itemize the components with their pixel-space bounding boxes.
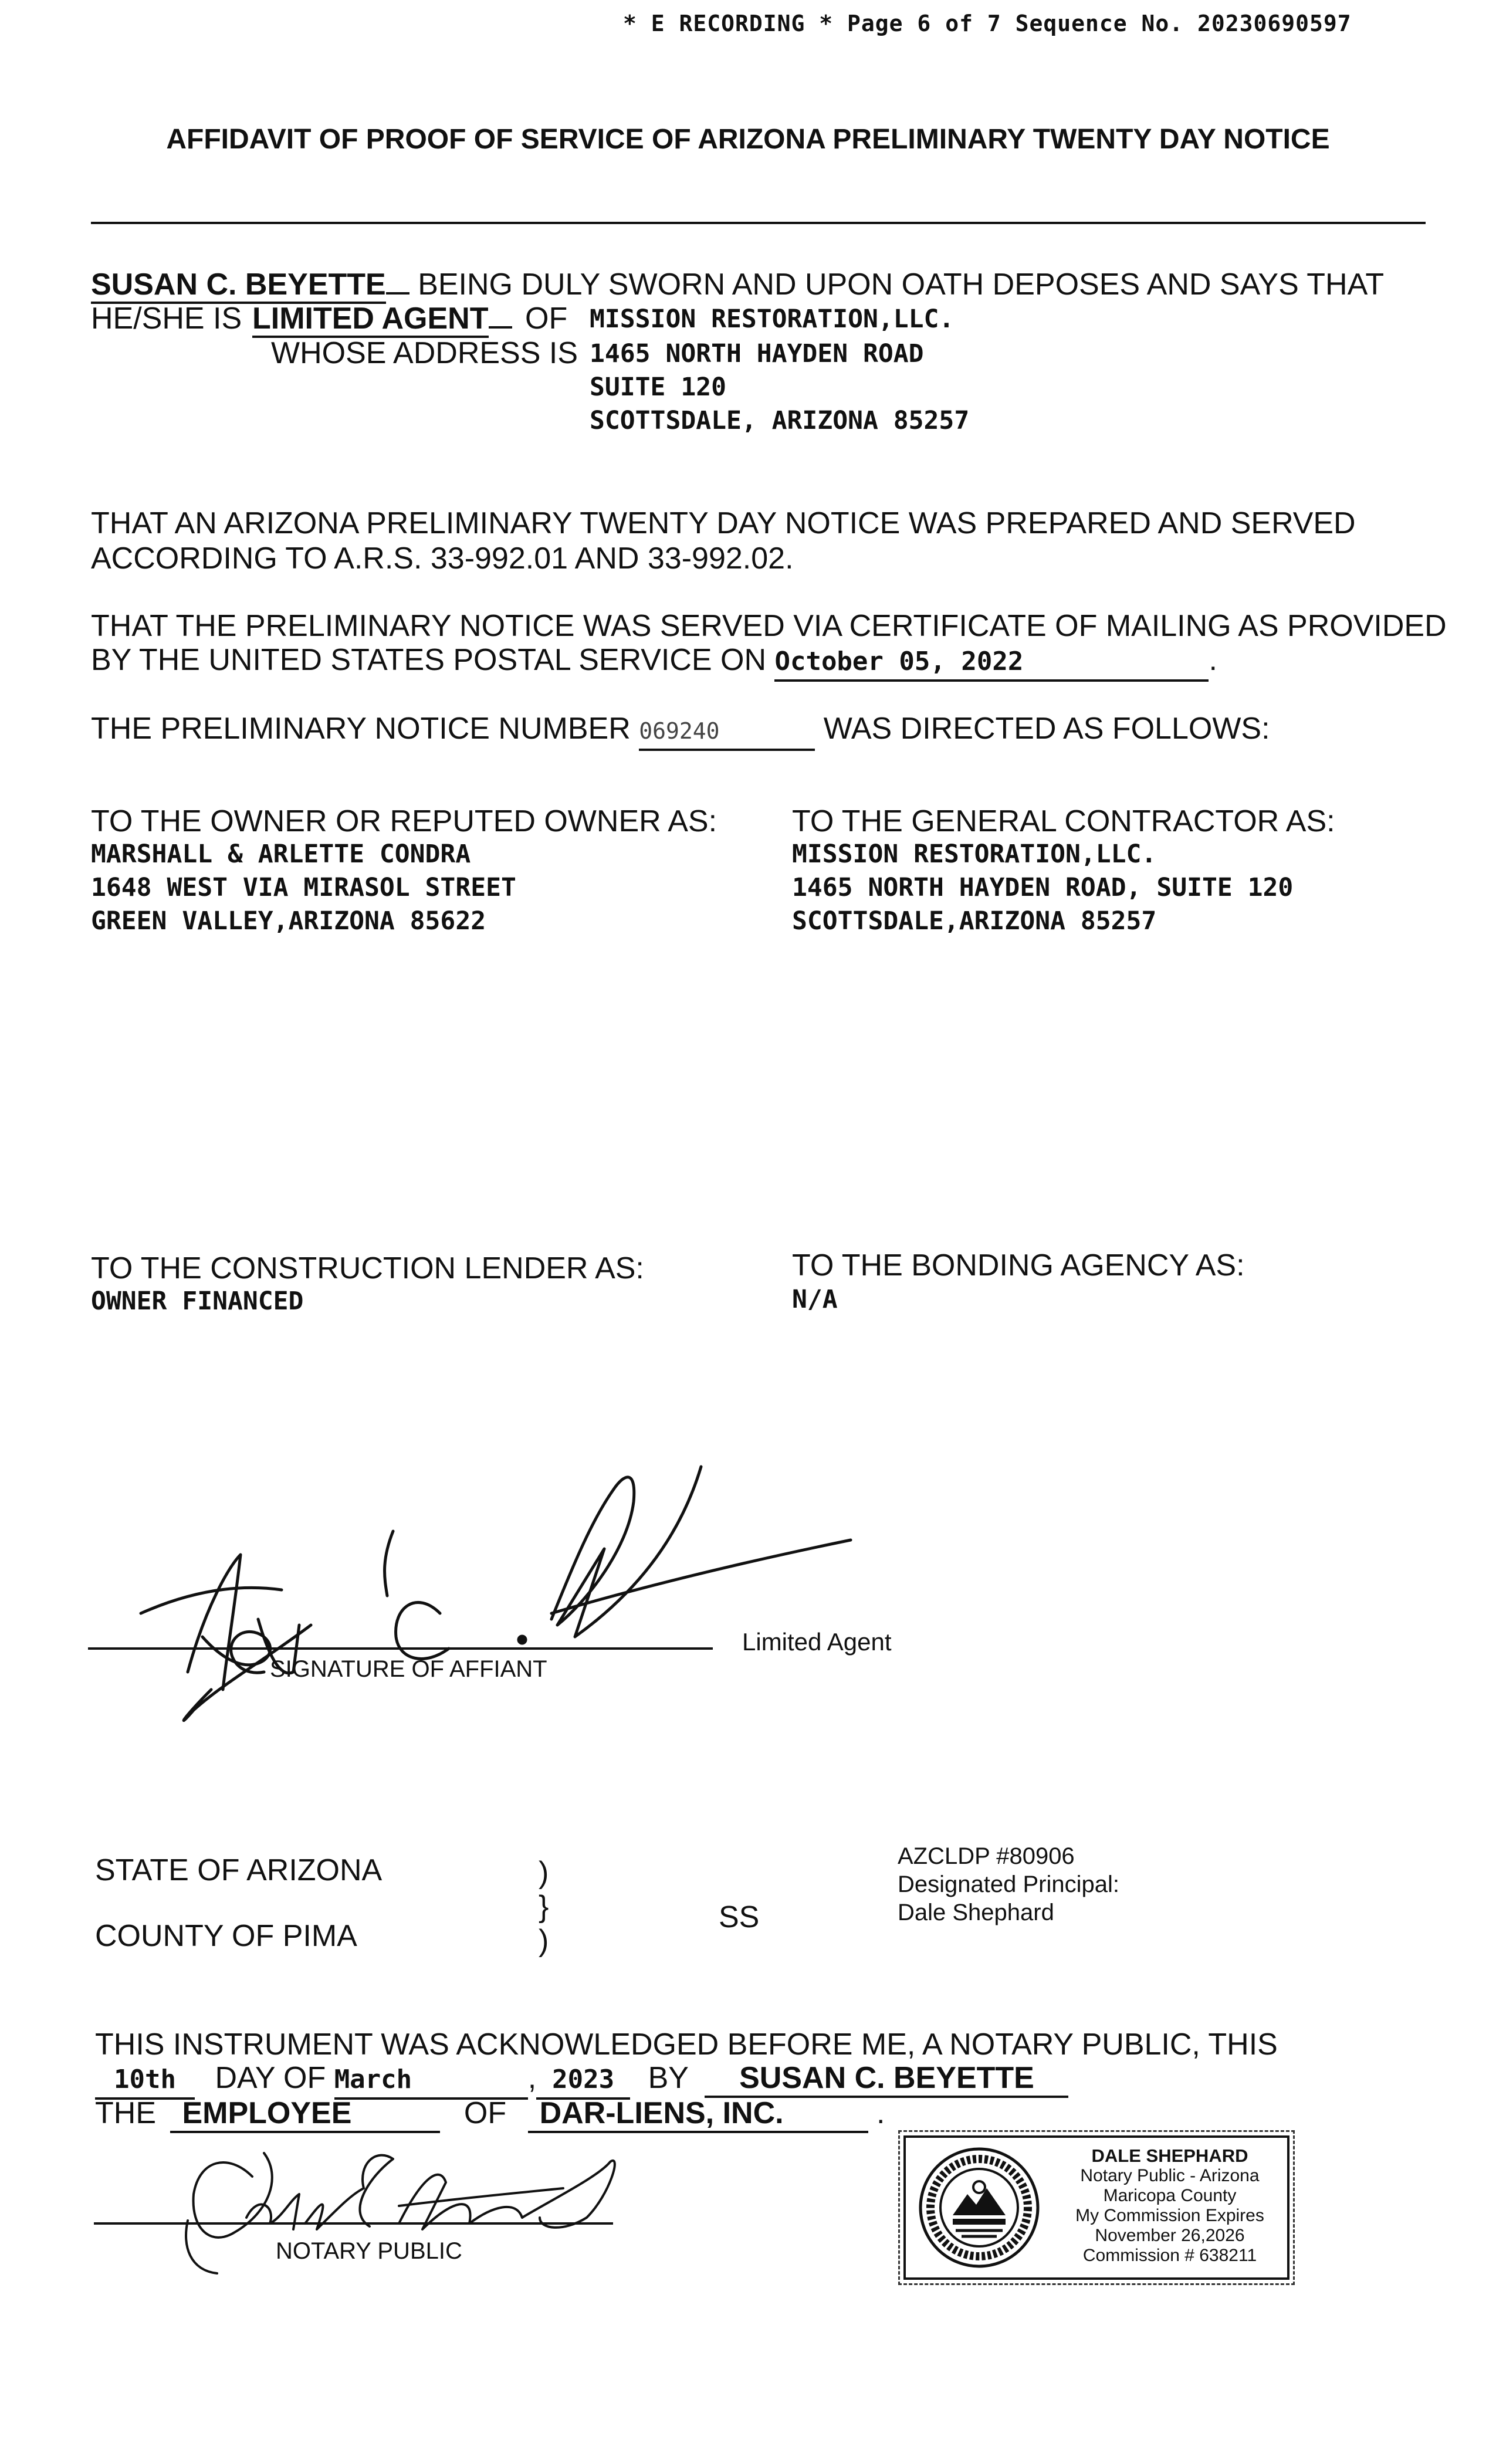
affiant-role: LIMITED AGENT bbox=[252, 302, 489, 338]
affiant-address-line3: SCOTTSDALE, ARIZONA 85257 bbox=[590, 406, 970, 435]
notice-directed-text: WAS DIRECTED AS FOLLOWS: bbox=[823, 712, 1270, 746]
owner-line1: MARSHALL & ARLETTE CONDRA bbox=[91, 840, 471, 869]
seal-notary-title: Notary Public - Arizona bbox=[1080, 2166, 1260, 2185]
designated-principal-label: Designated Principal: bbox=[898, 1871, 1119, 1897]
affiant-sworn-text: BEING DULY SWORN AND UPON OATH DEPOSES AND SAYS THAT bbox=[418, 268, 1385, 302]
designated-principal-name: Dale Shephard bbox=[898, 1900, 1054, 1925]
ack-period: . bbox=[876, 2096, 885, 2130]
venue-brace: } bbox=[539, 1890, 549, 1924]
served-date: October 05, 2022 bbox=[774, 647, 1024, 676]
acknowledgment-position-line bbox=[95, 2096, 885, 2133]
ack-month: March bbox=[334, 2064, 412, 2094]
notary-label: NOTARY PUBLIC bbox=[276, 2238, 462, 2264]
prepared-statement-line1: THAT AN ARIZONA PRELIMINARY TWENTY DAY NOTICE WAS PREPARED AND SERVED bbox=[91, 506, 1356, 540]
owner-line3: GREEN VALLEY,ARIZONA 85622 bbox=[91, 906, 486, 936]
affiant-sworn-line bbox=[91, 267, 1384, 302]
signature-label: SIGNATURE OF AFFIANT bbox=[270, 1656, 547, 1682]
ack-comma: , bbox=[527, 2061, 537, 2095]
affiant-role-label: HE/SHE IS bbox=[91, 302, 242, 336]
affiant-address-line1: 1465 NORTH HAYDEN ROAD bbox=[590, 339, 924, 368]
venue-paren-open: ) bbox=[539, 1856, 549, 1890]
seal-expires-label: My Commission Expires bbox=[1075, 2206, 1264, 2225]
affiant-signature bbox=[88, 1414, 921, 1742]
recording-header: * E RECORDING * Page 6 of 7 Sequence No. 20230690597 bbox=[623, 11, 1352, 36]
ack-company: DAR-LIENS, INC. bbox=[539, 2096, 784, 2130]
azcldp-number: AZCLDP #80906 bbox=[898, 1843, 1075, 1869]
notice-number-label: THE PRELIMINARY NOTICE NUMBER bbox=[91, 712, 631, 746]
seal-notary-name: DALE SHEPHARD bbox=[1091, 2145, 1248, 2166]
contractor-line1: MISSION RESTORATION,LLC. bbox=[792, 840, 1157, 869]
notice-number: 069240 bbox=[639, 718, 720, 744]
contractor-line3: SCOTTSDALE,ARIZONA 85257 bbox=[792, 906, 1157, 936]
contractor-line2: 1465 NORTH HAYDEN ROAD, SUITE 120 bbox=[792, 873, 1294, 902]
affiant-of-label: OF bbox=[525, 302, 568, 336]
served-statement-text: BY THE UNITED STATES POSTAL SERVICE ON bbox=[91, 643, 767, 677]
title-divider bbox=[91, 222, 1426, 224]
ack-day-of: DAY OF bbox=[215, 2061, 326, 2095]
owner-line2: 1648 WEST VIA MIRASOL STREET bbox=[91, 873, 516, 902]
venue-state: STATE OF ARIZONA bbox=[95, 1853, 383, 1887]
lender-label: TO THE CONSTRUCTION LENDER AS: bbox=[91, 1251, 644, 1285]
signature-title: Limited Agent bbox=[742, 1628, 892, 1656]
served-statement-line1: THAT THE PRELIMINARY NOTICE WAS SERVED VIA CERTIFICATE OF MAILING AS PROVIDED bbox=[91, 609, 1447, 643]
arizona-state-seal-icon bbox=[918, 2146, 1041, 2269]
affiant-company: MISSION RESTORATION,LLC. bbox=[590, 304, 955, 334]
ack-year: 2023 bbox=[552, 2064, 615, 2094]
bonding-line1: N/A bbox=[792, 1285, 838, 1314]
venue-ss: SS bbox=[719, 1900, 760, 1934]
ack-by: BY bbox=[648, 2061, 689, 2095]
document-title: AFFIDAVIT OF PROOF OF SERVICE OF ARIZONA PRELIMINARY TWENTY DAY NOTICE bbox=[166, 124, 1330, 155]
venue-paren-close: ) bbox=[539, 1924, 549, 1958]
ack-day: 10th bbox=[114, 2064, 176, 2094]
owner-label: TO THE OWNER OR REPUTED OWNER AS: bbox=[91, 804, 717, 838]
acknowledgment-intro: THIS INSTRUMENT WAS ACKNOWLEDGED BEFORE ME, A NOTARY PUBLIC, THIS bbox=[95, 2028, 1278, 2062]
notice-number-line bbox=[91, 711, 1270, 751]
lender-line1: OWNER FINANCED bbox=[91, 1287, 304, 1316]
affiant-role-field bbox=[252, 301, 512, 336]
contractor-label: TO THE GENERAL CONTRACTOR AS: bbox=[792, 804, 1335, 838]
served-period: . bbox=[1209, 643, 1217, 677]
bonding-label: TO THE BONDING AGENCY AS: bbox=[792, 1248, 1245, 1282]
affiant-name: SUSAN C. BEYETTE bbox=[91, 268, 386, 304]
acknowledgment-date-line bbox=[95, 2060, 1068, 2100]
ack-position: EMPLOYEE bbox=[182, 2096, 352, 2130]
affiant-address-label: WHOSE ADDRESS IS bbox=[271, 336, 578, 370]
seal-county: Maricopa County bbox=[1103, 2186, 1237, 2205]
ack-the: THE bbox=[95, 2096, 156, 2130]
prepared-statement-line2: ACCORDING TO A.R.S. 33-992.01 AND 33-992.02. bbox=[91, 541, 794, 576]
ack-by-name: SUSAN C. BEYETTE bbox=[739, 2061, 1034, 2095]
notary-seal bbox=[903, 2135, 1289, 2280]
seal-expires-date: November 26,2026 bbox=[1095, 2226, 1245, 2245]
served-statement-line2 bbox=[91, 642, 1217, 682]
venue-county: COUNTY OF PIMA bbox=[95, 1919, 357, 1953]
affiant-address-line2: SUITE 120 bbox=[590, 373, 726, 402]
seal-commission-number: Commission # 638211 bbox=[1082, 2246, 1257, 2265]
ack-of: OF bbox=[463, 2096, 507, 2130]
